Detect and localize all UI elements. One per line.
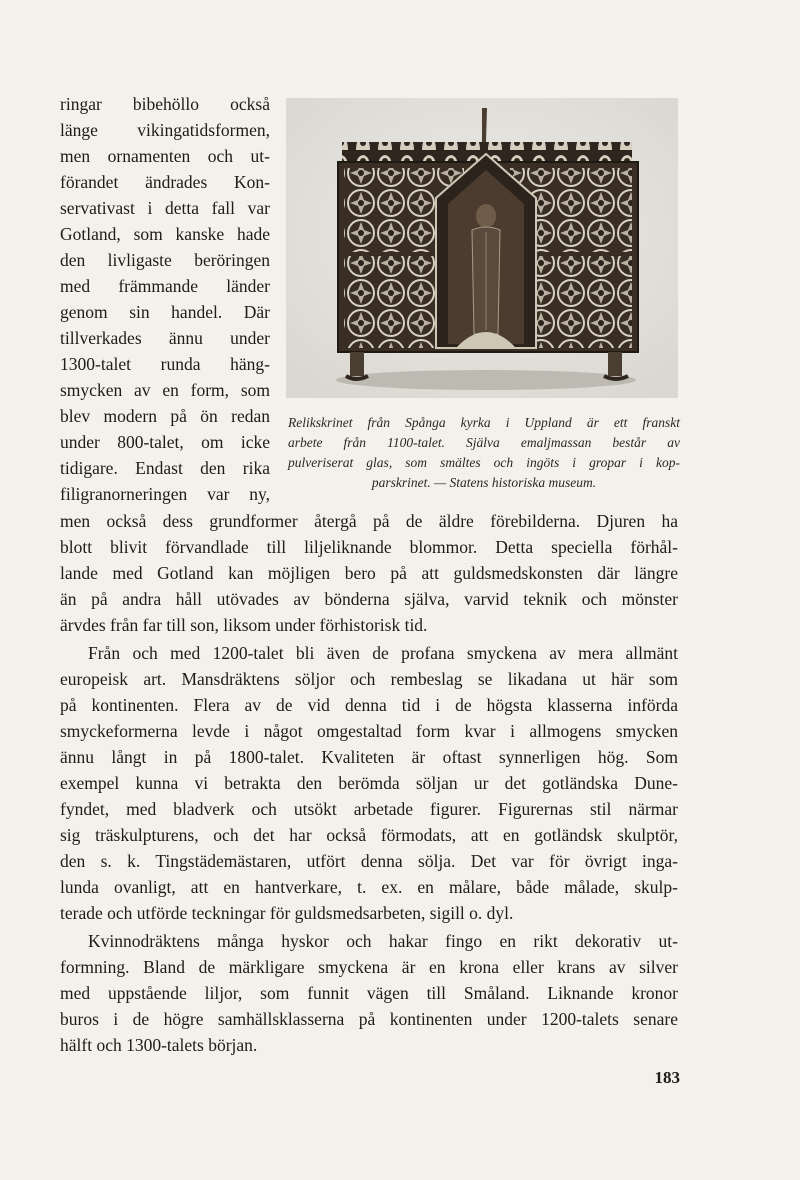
text-line: filigranorneringen var ny, — [60, 484, 270, 504]
text-line: länge vikingatidsformen, — [60, 120, 270, 140]
text-line: fyndet, med bladverk och utsökt arbetade figurer. Figurernas stil närmar — [60, 799, 678, 819]
caption-line: parskrinet. — Statens historiska museum. — [371, 475, 597, 490]
text-line: ärvdes från far till son, liksom under förhistorisk tid. — [60, 615, 428, 635]
text-line: med uppstående liljor, som funnit vägen till Småland. Liknande kronor — [60, 983, 678, 1003]
text-line: förandet ändrades Kon- — [60, 172, 270, 192]
text-line: ännu långt in på 1800-talet. Kvaliteten är oftast synnerligen hög. Som — [60, 747, 678, 767]
text-line: på kontinenten. Flera av de vid denna tid i de högsta klasserna införda — [60, 695, 678, 715]
text-line: europeisk art. Mansdräktens söljor och rembeslag se likadana ut här som — [60, 669, 678, 689]
text-line: smyckeformerna levde i något omgestaltad form kvar i allmogens smycken — [60, 721, 678, 741]
caption-line: pulveriserat glas, som smältes och ingöts i gropar i kop- — [288, 455, 680, 470]
text-line: formning. Bland de märkligare smyckena är en krona eller krans av silver — [60, 957, 678, 977]
text-line: Från och med 1200-talet bli även de profana smyckena av mera allmänt — [88, 643, 678, 663]
page-number: 183 — [654, 1068, 680, 1087]
text-line: lunda ovanligt, att en hantverkare, t. ex. en målare, både målade, skulp- — [60, 877, 678, 897]
text-line: med främmande länder — [60, 276, 270, 296]
text-line: den s. k. Tingstädemästaren, utfört denna sölja. Det var för övrigt inga- — [60, 851, 678, 871]
text-line: 1300-talet runda häng- — [60, 354, 270, 374]
text-line: buros i de högre samhällsklasserna på kontinenten under 1200-talets senare — [60, 1009, 678, 1029]
text-line: exempel kunna vi betrakta den berömda söljan ur det gotländska Dune- — [60, 773, 678, 793]
text-line: än på andra håll utövades av bönderna själva, varvid teknik och mönster — [60, 589, 678, 609]
text-line: hälft och 1300-talets början. — [60, 1035, 258, 1055]
text-line: blott blivit förvandlade till liljeliknande blommor. Detta speciella förhål- — [60, 537, 678, 557]
text-line: men också dess grundformer återgå på de äldre förebilderna. Djuren ha — [60, 511, 678, 531]
text-line: terade och utförde teckningar för guldsmedsarbeten, sigill o. dyl. — [60, 903, 514, 923]
text-line: men ornamenten och ut- — [60, 146, 270, 166]
caption-line: arbete från 1100-talet. Själva emaljmassan består av — [288, 435, 680, 450]
text-line: blev modern på ön redan — [60, 406, 270, 426]
caption-line: Relikskrinet från Spånga kyrka i Uppland är ett franskt — [288, 415, 680, 430]
text-line: tidigare. Endast den rika — [60, 458, 270, 478]
reliquary-photo — [286, 98, 678, 398]
text-line: Kvinnodräktens många hyskor och hakar fingo en rikt dekorativ ut- — [88, 931, 678, 951]
text-line: ringar bibehöllo också — [60, 94, 270, 114]
text-line: smycken av en form, som — [60, 380, 270, 400]
figure-caption — [288, 413, 680, 493]
text-line: den livligaste beröringen — [60, 250, 270, 270]
text-line: Gotland, som kanske hade — [60, 224, 270, 244]
reliquary-illustration — [286, 98, 678, 398]
text-line: tillverkades ännu under — [60, 328, 270, 348]
text-line: under 800-talet, om icke — [60, 432, 270, 452]
text-line: genom sin handel. Där — [60, 302, 270, 322]
text-line: servativast i detta fall var — [60, 198, 270, 218]
text-line: lande med Gotland kan möjligen bero på att guldsmedskonsten där längre — [60, 563, 678, 583]
text-line: sig träskulpturens, och det har också förmodats, att en gotländsk skulptör, — [60, 825, 678, 845]
